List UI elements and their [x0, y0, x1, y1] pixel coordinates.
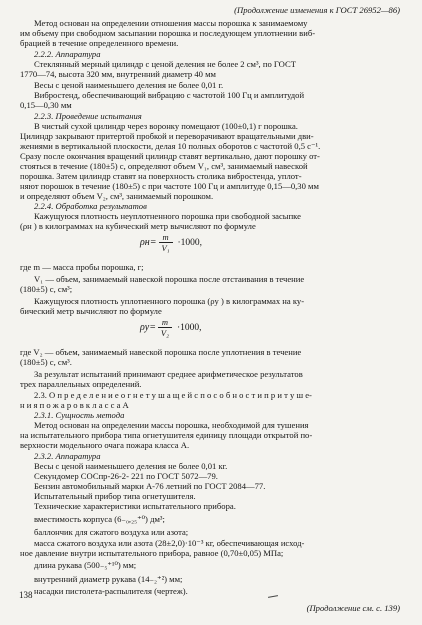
text-line: масса сжатого воздуха или азота (28±2,0)·10⁻³ кг, обеспечивающая исход- [34, 538, 305, 548]
text-line: вместимость корпуса (6₋₀,₂₅⁺⁰) дм³; [34, 514, 165, 524]
text-line: Бензин автомобильный марки А-76 летний по ГОСТ 2084—77. [34, 481, 266, 491]
text-line: (180±5) с, см³; [20, 284, 73, 294]
formula-lhs: ρу= [140, 322, 156, 333]
text-line: Кажущуюся плотность уплотненного порошка (ρу ) в килограммах на ку- [34, 296, 305, 306]
formula-denominator: V₁ [161, 243, 170, 253]
text-line: брацией в течение определенного времени. [20, 38, 179, 48]
text-line: Весы с ценой наименьшего деления не более 0,01 кг. [34, 461, 228, 471]
text-line: Метод основан на определении массы порошка, необходимой для тушения [34, 420, 309, 430]
text-line: и определяют объем V₂, см³, занимаемый порошком. [20, 191, 214, 201]
text-line: Стеклянный мерный цилиндр с ценой деления не более 2 см³, по ГОСТ [34, 59, 296, 69]
formula-bulk-density [140, 232, 202, 253]
section-heading: 2.2.2. Аппаратура [34, 49, 101, 59]
text-line: няют порошок в течение (180±5) с при частоте 100 Гц и амплитуде 0,15—0,30 мм [20, 181, 319, 191]
text-line: стояться в течение (180±5) с, определяют объем V₁, см³, занимаемый навеской [20, 161, 308, 171]
text-line: Цилиндр закрывают притертой пробкой и переворачивают вращательными дви- [20, 131, 314, 141]
text-line: 1770—74, высота 320 мм, внутренний диаметр 40 мм [20, 69, 216, 79]
formula-lhs: ρн= [140, 237, 157, 248]
text-line: верхности модельного очага пожара класса А. [20, 440, 190, 450]
text-line: Секундомер СОСпр-26-2- 221 по ГОСТ 5072—79. [34, 471, 218, 481]
text-line: баллончик для сжатого воздуха или азота; [34, 527, 189, 537]
formula-rest: ·1000, [177, 237, 203, 248]
section-heading: 2.3. О п р е д е л е н и е о г н е т у ш а щ е й с п о с о б н о с т и п р и т у ш е- [34, 390, 312, 400]
ink-mark [268, 595, 278, 598]
text-line: жениями в вертикальной плоскости, делая 10 полных оборотов с частотой 0,5 с⁻¹. [20, 141, 321, 151]
formula-rest: ·1000, [177, 322, 202, 333]
text-line: ное давление внутри испытательного прибора, равное (0,70±0,05) МПа; [20, 548, 284, 558]
text-line: За результат испытаний принимают среднее арифметическое результатов [34, 369, 303, 379]
text-line: (180±5) с, см³. [20, 357, 72, 367]
text-line: Сразу после окончания вращений цилиндр ставят вертикально, дают порошку от- [20, 151, 320, 161]
formula-numerator: m [162, 232, 169, 242]
text-line: (ρн ) в килограммах на кубический метр вычисляют по формуле [20, 221, 256, 231]
formula-denominator: V₂ [160, 328, 170, 338]
section-heading: н и я п о ж а р о в к л а с с а А [20, 400, 129, 410]
text-line: длина рукава (500₋₅⁺¹⁰) мм; [34, 560, 137, 570]
formula-tapped-density [140, 317, 202, 338]
text-line: на испытательного прибора типа огнетушителя единицу площади открытой по- [20, 430, 313, 440]
text-line: трех параллельных определений. [20, 379, 142, 389]
running-header: (Продолжение изменения к ГОСТ 26952—86) [234, 5, 400, 15]
text-line: Метод основан на определении отношения массы порошка к занимаемому [34, 18, 308, 28]
section-heading: 2.2.3. Проведение испытания [34, 111, 142, 121]
text-line: В чистый сухой цилиндр через воронку помещают (100±0,1) г порошка. [34, 121, 298, 131]
text-line: V₁ — объем, занимаемый навеской порошка после отстаивания в течение [34, 274, 305, 284]
formula-numerator: m [161, 317, 169, 327]
formula-fraction [159, 232, 173, 253]
formula-fraction [158, 317, 172, 338]
text-line: Весы с ценой наименьшего деления не более 0,01 г. [34, 80, 224, 90]
text-line: им объему при свободном засыпании порошка и последующем уплотнении виб- [20, 28, 316, 38]
text-line: Кажущуюся плотность неуплотненного порошка при свободной засыпке [34, 211, 301, 221]
text-line: внутренний диаметр рукава (14₋₂⁺²) мм; [34, 574, 183, 584]
text-line: бический метр вычисляют по формуле [20, 306, 162, 316]
text-line: Технические характеристики испытательного прибора. [34, 501, 236, 511]
page-number: 138 [19, 590, 33, 600]
text-line: где m — масса пробы порошка, г; [20, 262, 144, 272]
text-line: Вибростенд, обеспечивающий вибрацию с частотой 100 Гц и амплитудой [34, 90, 305, 100]
section-heading: 2.2.4. Обработка результатов [34, 201, 147, 211]
text-line: Испытательный прибор типа огнетушителя. [34, 491, 196, 501]
section-heading: 2.3.1. Сущность метода [34, 410, 125, 420]
section-heading: 2.3.2. Аппаратура [34, 451, 101, 461]
text-line: где V₂ — объем, занимаемый навеской порошка после уплотнения в течение [20, 347, 302, 357]
text-line: 0,15—0,30 мм [20, 100, 72, 110]
text-line: порошка. Затем цилиндр ставят на поверхность столика вибростенда, уплот- [20, 171, 302, 181]
text-line: насадки пистолета-распылителя (чертеж). [34, 586, 188, 596]
continuation-note: (Продолжение см. с. 139) [306, 603, 400, 613]
